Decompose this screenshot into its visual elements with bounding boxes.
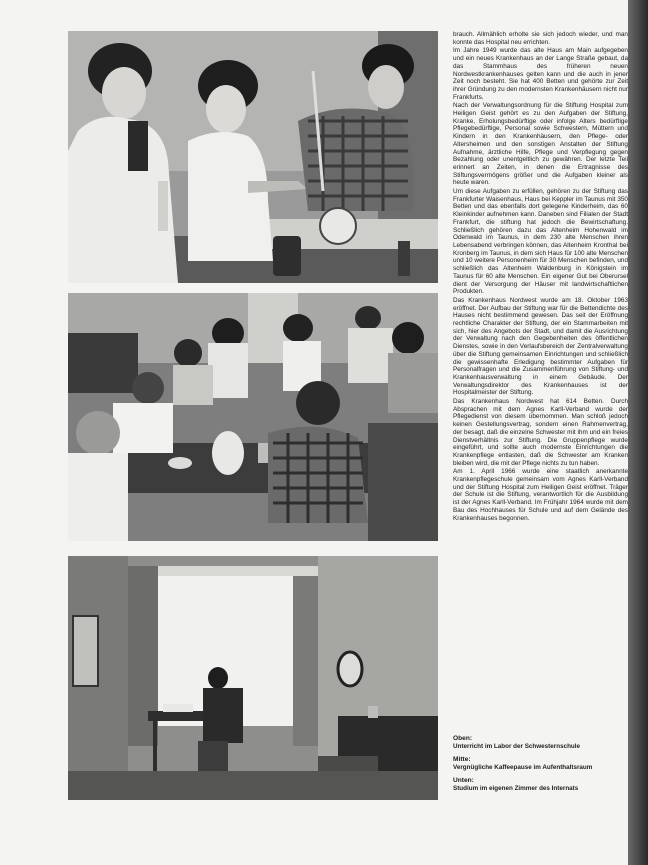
article-paragraph: brauch. Allmählich erholte sie sich jedoch wieder, und man konnte das Hospital neu errichten. (453, 31, 628, 46)
caption-label-middle: Mitte: (453, 756, 471, 763)
article-paragraph: Das Krankenhaus Nordwest wurde am 18. Oktober 1963 eröffnet. Der Aufbau der Stiftung war für die Bettendichte des Hauses nicht bestimmend gewesen. Das seit der Eröffnung rechtliche Charakter der Stiftung, der ein Stammarbeiten mit sich, hier des Angebots der Stadt, und damit die Ausrichtung der Verwaltung nach den Gegebenheiten des öffentlichen Dienstes, sowie in den Verlaufsbereich der Zentralverwaltung über die Stiftung gemeinsamen Einrichtungen und schließlich die gewissenhafte Erledigung bestimmter Aufgaben für Personalfragen und die Zusammenführung von Stiftung- und Krankenhausverwaltung in einem Gebäude. Der Verwaltungsdirektor des Krankenhauses ist der Hospitalmeister der Stiftung. (453, 296, 628, 397)
caption-text-middle: Vergnügliche Kaffeepause im Aufenthaltsraum (453, 764, 593, 771)
article-paragraph: Am 1. April 1966 wurde eine staatlich anerkannte Krankenpflegeschule gemeinsam vom Agnes Karll-Verband und der Stiftung Hospital zum Heiligen Geist eröffnet. Träger der Schule ist die Stiftung, verantwortlich für die Ausbildung ist der Agnes Karll-Verband. Im Frühjahr 1964 wurde mit dem Bau des Hochhauses für Schule und auf dem Gelände des Krankenhauses begonnen. (453, 468, 628, 522)
photo-laboratory-class (68, 31, 438, 283)
photo-captions (453, 735, 628, 798)
caption-label-bottom: Unten: (453, 777, 474, 784)
article-paragraph: Das Krankenhaus Nordwest hat 614 Betten. Durch Absprachen mit dem Agnes Karll-Verband wurde der Pflegedienst von diesem übernommen. Man schloß jedoch keinen Gestellungsvertrag, sondern einen Rahmenvertrag, der besagt, daß die einzelne Schwester mit ihm und ein freies Dienstverhältnis zur Stiftung. Die Gruppenpflege wurde eingeführt, und sollte auch modernste Einrichtungen die Krankenpflege entlasten, daß die Schwester am Kranken bleiben wird, die mit der Pflege nichts zu tun haben. (453, 398, 628, 467)
article-text-column (453, 31, 628, 801)
caption-label-top: Oben: (453, 735, 473, 742)
photo-dormitory-room (68, 556, 438, 800)
page-edge-shadow (628, 0, 648, 865)
caption-text-bottom: Studium im eigenen Zimmer des Internats (453, 785, 579, 792)
caption-text-top: Unterricht im Labor der Schwesternschule (453, 743, 581, 750)
article-paragraph: Nach der Verwaltungsordnung für die Stiftung Hospital zum Heiligen Geist gehört es zu den Aufgaben der Stiftung, Kranke, Erholungsbedürftige oder infolge Alters bedürftige Pflegebedürftige, Personal sowie Schwestern, Müttern und Kindern in den Krankenhäusern, den Pflege- oder Altersheimen und den sonstigen Anstalten der Stiftung Aufnahme, ärztliche Hilfe, Pflege und Verpflegung gegen Bezahlung oder unentgeltlich zu gewähren. Der letzte Teil erinnert an Zeiten, in denen die Ertragnisse des Stiftungsvermögens größer und die Aufgaben kleiner als heute waren. (453, 102, 628, 187)
article-paragraph: Um diese Aufgaben zu erfüllen, gehören zu der Stiftung das Frankfurter Waisenhaus, Haus bei Keppler im Taunus mit 350 Betten und das ebenfalls dort gelegene Kinderheim, das 60 Kleinkinder aufnehmen kann. Daneben sind Filialen der Stadt Frankfurt, die stiftung hat jedoch die Bewirtschaftung. Schließlich gehören dazu das Altenheim Hohenwald im Odenwald im Taunus, in dem 230 alte Menschen ihren Lebensabend verbringen können, das Altenheim Kronthal bei Kronberg im Taunus, in dem sich Haus für 100 alte Menschen und 10 weitere Personenheim für 30 Menschen befinden, und schließlich das Altenheim Waldenburg in Königstein im Taunus für 60 alte Menschen. Ein eigener Gut bei Oberursel dient der Versorgung der Häuser mit landwirtschaftlichen Produkten. (453, 188, 628, 296)
article-paragraph: Im Jahre 1949 wurde das alte Haus am Main aufgegeben und ein neues Krankenhaus an der Lange Straße gebaut, da das Stammhaus des früheren neuen Nordwestkrankenhauses gelten kann und die auch in jener Zeit noch besteht. Sie hat 400 Betten und gehörte zur Zeit ihrer Gründung zu den modernsten Krankenhäusern nicht nur Frankfurts. (453, 47, 628, 101)
photo-coffee-break (68, 293, 438, 541)
